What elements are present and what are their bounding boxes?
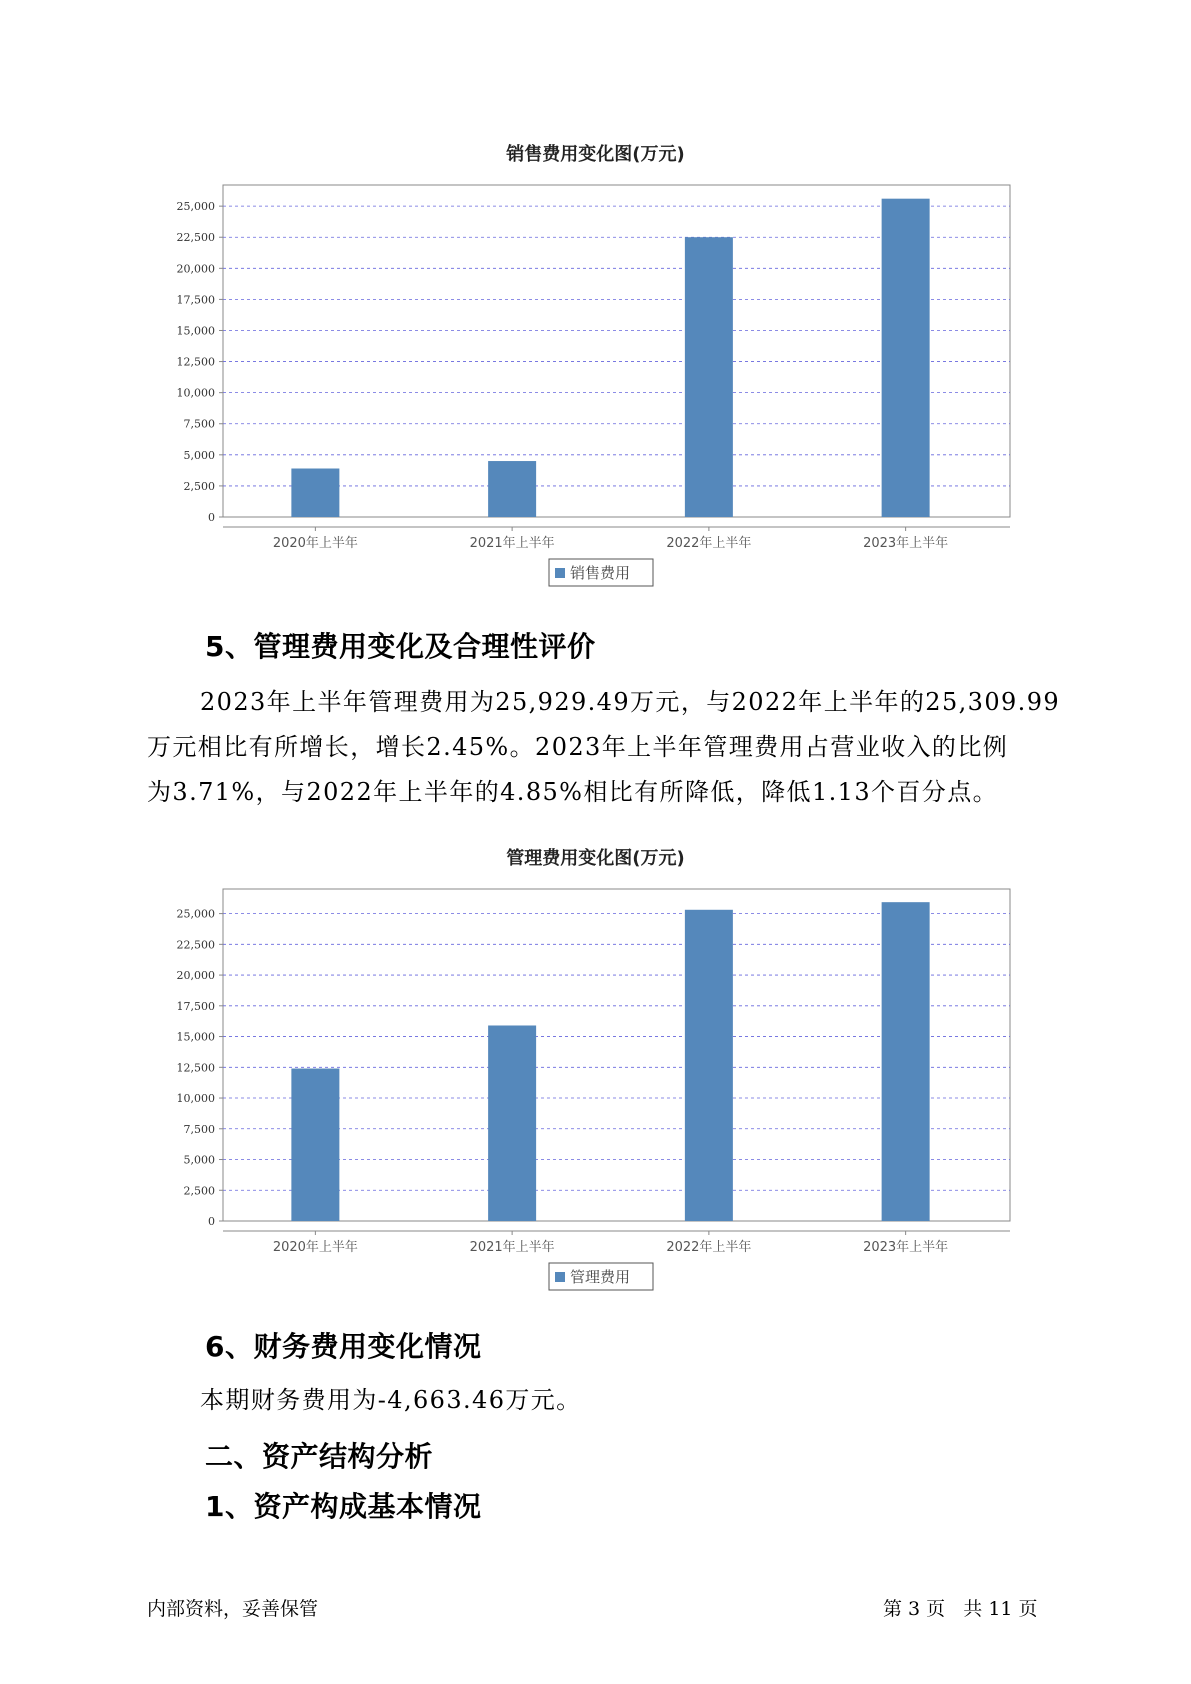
bar	[882, 199, 930, 517]
bar	[291, 469, 339, 517]
y-tick-label: 10,000	[176, 1092, 215, 1106]
y-tick-label: 5,000	[183, 1153, 215, 1167]
y-tick-label: 17,500	[176, 293, 215, 307]
section-6-text: 本期财务费用为-4,663.46万元。	[200, 1386, 582, 1414]
section-5-line-3: 为3.71%，与2022年上半年的4.85%相比有所降低，降低1.13个百分点。	[147, 778, 998, 806]
bar	[685, 237, 733, 517]
y-tick-label: 12,500	[176, 1061, 215, 1075]
x-tick-label: 2020年上半年	[272, 536, 358, 551]
y-tick-label: 0	[208, 1215, 215, 1228]
bar	[685, 910, 733, 1221]
x-tick-label: 2021年上半年	[469, 1240, 555, 1255]
legend-label: 销售费用	[570, 564, 631, 582]
sales-expense-chart	[150, 170, 1030, 600]
y-tick-label: 25,000	[176, 200, 215, 214]
x-tick-label: 2021年上半年	[469, 536, 555, 551]
y-tick-label: 22,500	[176, 938, 215, 952]
x-tick-label: 2022年上半年	[666, 1240, 752, 1255]
y-tick-label: 15,000	[176, 1030, 215, 1044]
section-6-paragraph	[147, 1378, 1077, 1423]
y-tick-label: 2,500	[183, 479, 215, 493]
x-tick-label: 2023年上半年	[863, 1240, 949, 1255]
y-tick-label: 15,000	[176, 324, 215, 338]
bar	[488, 461, 536, 517]
section-5-line-2: 万元相比有所增长，增长2.45%。2023年上半年管理费用占营业收入的比例	[147, 733, 1009, 761]
legend-swatch	[555, 1272, 565, 1282]
y-tick-label: 20,000	[176, 969, 215, 983]
section-6-heading: 6、财务费用变化情况	[205, 1330, 482, 1363]
section-5-heading: 5、管理费用变化及合理性评价	[205, 630, 596, 663]
asset-composition-heading: 1、资产构成基本情况	[205, 1490, 482, 1523]
bar	[488, 1025, 536, 1221]
section-5-paragraph	[147, 680, 1077, 815]
bar	[882, 902, 930, 1221]
y-tick-label: 10,000	[176, 386, 215, 400]
footer-confidential-note: 内部资料，妥善保管	[147, 1598, 319, 1620]
legend-swatch	[555, 568, 565, 578]
sales-expense-chart-title: 销售费用变化图(万元)	[506, 144, 685, 165]
y-tick-label: 7,500	[183, 1122, 215, 1136]
y-tick-label: 7,500	[183, 417, 215, 431]
part-2-heading: 二、资产结构分析	[205, 1440, 434, 1473]
y-tick-label: 2,500	[183, 1184, 215, 1198]
y-tick-label: 12,500	[176, 355, 215, 369]
x-tick-label: 2020年上半年	[272, 1240, 358, 1255]
footer-page-number: 第 3 页 共 11 页	[883, 1598, 1038, 1620]
y-tick-label: 22,500	[176, 231, 215, 245]
section-5-line-1: 2023年上半年管理费用为25,929.49万元，与2022年上半年的25,309.99	[200, 688, 1061, 716]
y-tick-label: 0	[208, 511, 215, 524]
x-tick-label: 2023年上半年	[863, 536, 949, 551]
y-tick-label: 17,500	[176, 999, 215, 1013]
admin-expense-chart	[150, 874, 1030, 1304]
y-tick-label: 5,000	[183, 448, 215, 462]
y-tick-label: 25,000	[176, 907, 215, 921]
legend-label: 管理费用	[570, 1268, 631, 1286]
y-tick-label: 20,000	[176, 262, 215, 276]
x-tick-label: 2022年上半年	[666, 536, 752, 551]
bar	[291, 1069, 339, 1221]
admin-expense-chart-title: 管理费用变化图(万元)	[506, 848, 685, 869]
